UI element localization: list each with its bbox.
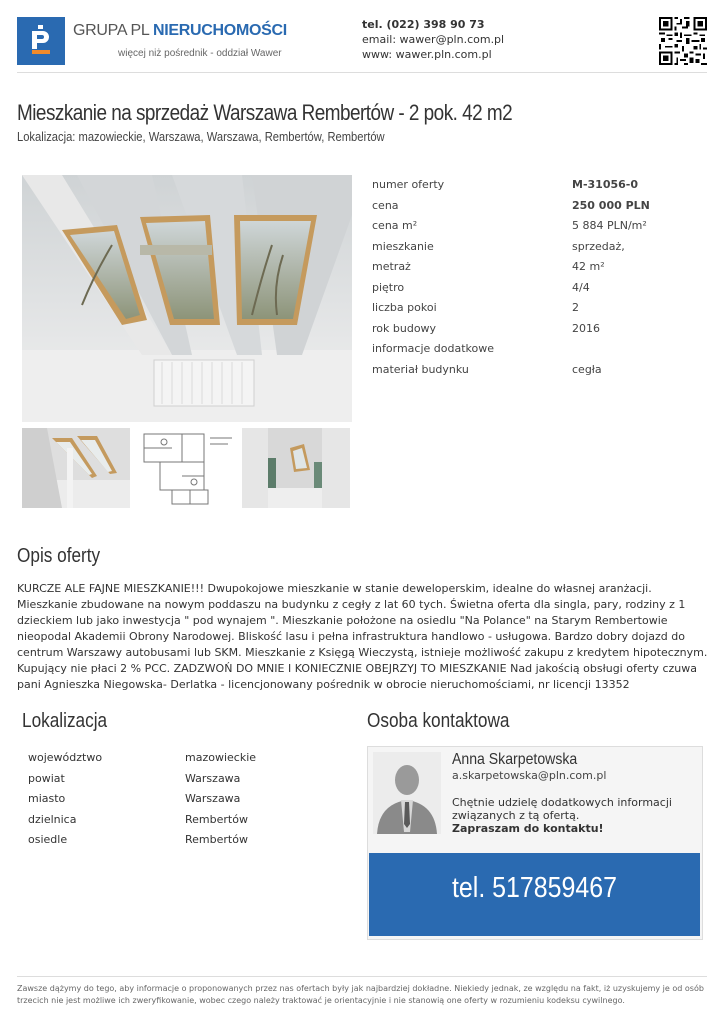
footer-divider (17, 976, 707, 977)
location-heading: Lokalizacja (22, 710, 108, 732)
footer-disclaimer: Zawsze dążymy do tego, aby informacje o proponowanych przez nas ofertach były jak najbardziej dokładne. Niekiedy jednak, ze względu na fakt, iż uzyskujemy je od osób trzecich nie jest możliwe ich zweryfikowanie, wobec czego należy traktować je orientacyjnie i nie stanowią one oferty w rozumieniu kodeksu cywilnego. (17, 984, 704, 1005)
param-row (372, 363, 672, 384)
location-row (28, 772, 328, 793)
qr-code-icon (659, 17, 707, 65)
location-value: mazowieckie (185, 751, 257, 764)
header-divider (17, 72, 707, 73)
description-text: KURCZE ALE FAJNE MIESZKANIE!!! Dwupokojowe mieszkanie w stanie deweloperskim, idealne do własnej aranżacji. Mieszkanie zbudowane na nowym poddaszu na budynku z cegły z lat 60 tych. Świetna oferta dla singla, pary, rodziny z 1 dzieckiem lub jako inwestycja " pod wynajem ". Mieszkanie położone na osiedlu "Na Polance" na Starym Rembertowie nieopodal Akademii Obrony Narodowej. Bliskość lasu i pełna infrastruktura handlowo - usługowa. Bardzo dobry dojazd do centrum Warszawy autobusami lub SKM. Mieszkanie z Księgą Wieczystą, istnieje możliwość zakupu z kredytem hipotecznym. Kupujący nie płaci 2 % PCC. ZADZWOŃ DO MNIE I KONIECZNIE OBEJRZYJ TO MIESZKANIE Nad jakością obsługi oferty czuwa pani Agnieszka Niegowska- Derlatka - licencjonowany pośrednik w obrocie nieruchomościami, nr licencji 13352 (17, 582, 708, 691)
location-row (28, 833, 328, 854)
param-value: 250 000 PLN (572, 198, 650, 212)
param-value: 42 m² (572, 260, 605, 273)
attic-room-image (22, 428, 130, 508)
agent-cta: Zapraszam do kontaktu! (452, 822, 604, 835)
param-value: 2 (572, 301, 579, 314)
person-silhouette-icon (373, 752, 441, 834)
location-key: miasto (28, 792, 66, 805)
attic-photo-image (22, 175, 352, 422)
location-key: powiat (28, 771, 65, 785)
param-key: informacje dodatkowe (372, 342, 495, 355)
param-value: 5 884 PLN/m² (572, 219, 647, 232)
param-key: mieszkanie (372, 239, 434, 253)
param-row (372, 281, 672, 302)
param-key: rok budowy (372, 321, 437, 335)
param-row (372, 322, 672, 343)
param-value: 2016 (572, 321, 600, 335)
param-row (372, 260, 672, 281)
brand-name: GRUPA PL NIERUCHOMOŚCI (73, 22, 287, 39)
param-row (372, 301, 672, 322)
thumbnail-2[interactable] (132, 428, 240, 508)
location-value: Warszawa (185, 792, 241, 805)
thumbnail-1[interactable] (22, 428, 130, 508)
location-value: Warszawa (185, 771, 241, 785)
param-row (372, 199, 672, 220)
company-logo[interactable] (17, 17, 65, 65)
pl-logo-icon (30, 25, 52, 55)
listing-title: Mieszkanie na sprzedaż Warszawa Rembertów - 2 pok. 42 m2 (17, 100, 513, 125)
agent-phone[interactable]: tel. 517859467 (451, 872, 618, 904)
param-row (372, 219, 672, 240)
param-key: liczba pokoi (372, 301, 437, 314)
floor-plan-image (132, 428, 240, 508)
agent-message-text: Chętnie udzielę dodatkowych informacji związanych z tą ofertą. (452, 796, 672, 822)
location-row (28, 751, 328, 772)
param-value: M-31056-0 (572, 178, 638, 191)
param-key: materiał budynku (372, 362, 469, 376)
listing-location: Lokalizacja: mazowieckie, Warszawa, Warszawa, Rembertów, Rembertów (17, 129, 385, 144)
location-row (28, 792, 328, 813)
offer-params (372, 178, 672, 383)
location-table (28, 751, 328, 854)
attic-hall-image (242, 428, 350, 508)
param-key: piętro (372, 280, 405, 294)
param-value: cegła (572, 362, 602, 376)
location-key: osiedle (28, 833, 68, 846)
param-row (372, 342, 672, 363)
location-row (28, 813, 328, 834)
office-www[interactable]: www: wawer.pln.com.pl (362, 48, 492, 61)
agent-message (452, 796, 692, 835)
param-value: sprzedaż, (572, 239, 625, 253)
location-value: Rembertów (185, 812, 248, 826)
param-row (372, 240, 672, 261)
description-heading: Opis oferty (17, 545, 101, 567)
param-row (372, 178, 672, 199)
location-key: województwo (28, 751, 103, 764)
office-email[interactable]: email: wawer@pln.com.pl (362, 33, 505, 46)
office-contact (362, 17, 504, 62)
param-key: cena (372, 198, 399, 212)
location-value: Rembertów (185, 833, 248, 846)
brand-tagline: więcej niż pośrednik - oddział Wawer (118, 48, 282, 59)
location-key: dzielnica (28, 812, 77, 826)
office-phone[interactable]: tel. (022) 398 90 73 (362, 18, 485, 31)
agent-name: Anna Skarpetowska (452, 751, 578, 768)
param-key: cena m² (372, 219, 418, 232)
param-value: 4/4 (572, 280, 590, 294)
param-key: metraż (372, 260, 411, 273)
thumbnail-3[interactable] (242, 428, 350, 508)
main-photo[interactable] (22, 175, 352, 422)
param-key: numer oferty (372, 178, 445, 191)
contact-heading: Osoba kontaktowa (367, 710, 510, 732)
agent-avatar (373, 752, 441, 834)
agent-email[interactable]: a.skarpetowska@pln.com.pl (452, 769, 607, 782)
